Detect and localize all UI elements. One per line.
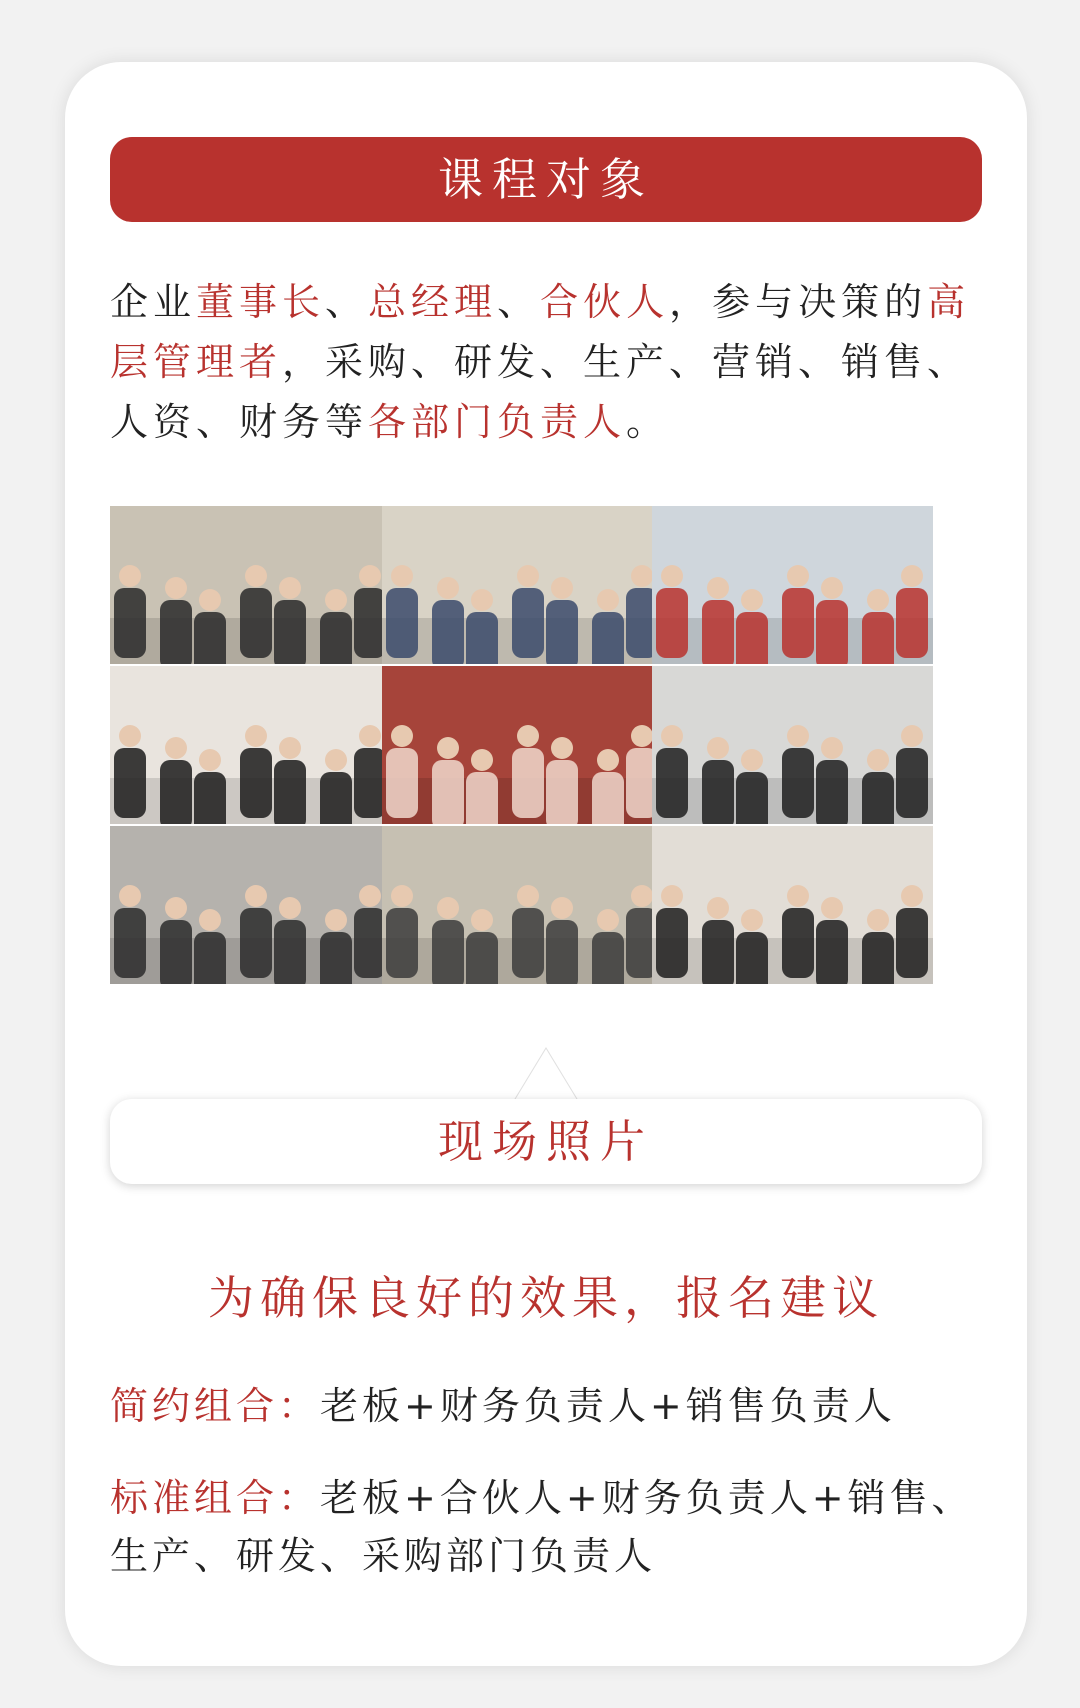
photo-group-on-stairs [110,826,391,984]
standard-combo-value: 老板+合伙人+财务负责人+销售、生产、研发、采购部门负责人 [110,1476,974,1578]
intro-text: 。 [626,400,670,444]
simple-combo [110,1377,990,1435]
photo-grid [110,506,982,1014]
photo-large-group-red-hall [382,666,663,824]
intro-highlight: 高层管理者 [110,280,971,384]
simple-combo-value: 老板+财务负责人+销售负责人 [320,1384,896,1428]
section-title: 课程对象 [110,137,982,222]
photo-two-participants-reading [110,666,391,824]
intro-highlight: 合伙人 [540,280,670,324]
photo-group-outdoor [382,826,663,984]
intro-highlight: 董事长 [196,280,326,324]
intro-text: 企业 [110,280,197,324]
photo-table-discussion [382,506,663,664]
photos-label: 现场照片 [110,1099,982,1184]
standard-combo [110,1469,990,1585]
advice-title: 为确保良好的效果，报名建议 [208,1271,884,1325]
intro-highlight: 总经理 [368,280,498,324]
intro-paragraph [110,272,990,452]
simple-combo-key: 简约组合： [110,1384,321,1428]
intro-highlight: 各部门负责人 [368,400,627,444]
photo-workshop-group-discussion [110,506,391,664]
intro-text: 、 [325,280,369,324]
photo-classroom-back-view [652,506,933,664]
callout-pointer [512,1048,580,1104]
photo-whiteboard-presentation [652,666,933,824]
standard-combo-key: 标准组合： [110,1476,321,1520]
intro-text: ，参与决策的 [669,280,928,324]
intro-text: ，采购、研发、生产、营销、销售、人资、财务等 [110,340,971,444]
intro-text: 、 [497,280,541,324]
photo-group-thumbs-up [652,826,933,984]
